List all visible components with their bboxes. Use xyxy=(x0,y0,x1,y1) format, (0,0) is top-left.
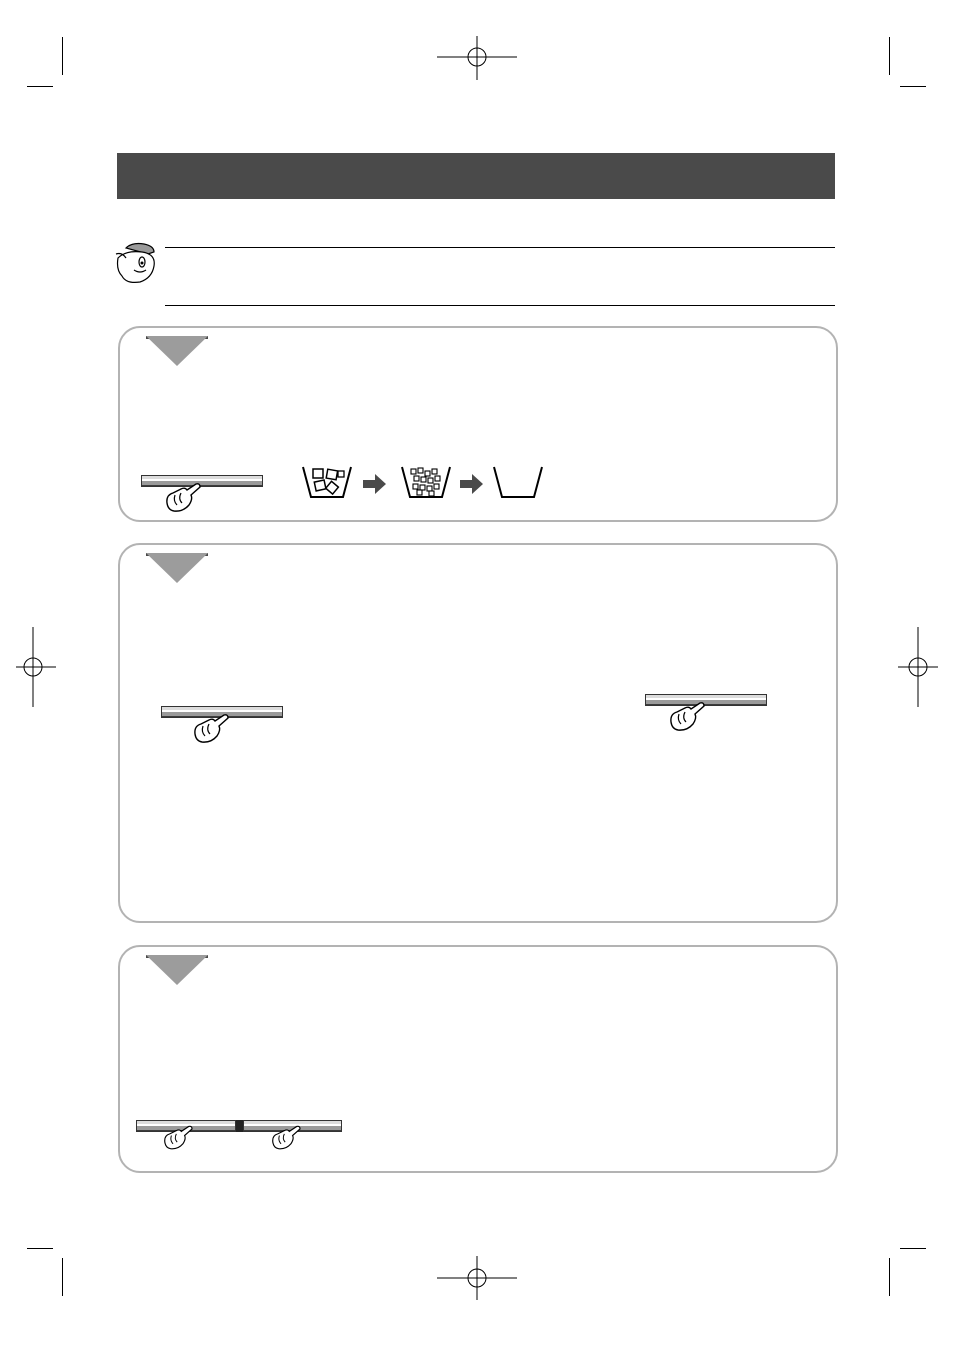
pressing-hand-icon xyxy=(163,481,203,515)
triangle-down-icon xyxy=(146,336,208,366)
pressing-hand-icon xyxy=(191,712,231,746)
pressing-hand-icon xyxy=(266,1124,306,1152)
registration-mark-right xyxy=(898,627,938,707)
section-header-bar xyxy=(117,153,835,199)
pointing-hand-icon xyxy=(112,240,160,286)
registration-mark-top xyxy=(437,36,517,80)
registration-mark-left xyxy=(16,627,56,707)
pressing-hand-icon xyxy=(667,700,707,734)
crushed-ice-bowl-icon xyxy=(400,465,452,499)
triangle-down-icon xyxy=(146,955,208,985)
note-rule-top xyxy=(165,247,835,248)
step-panel-3 xyxy=(118,945,838,1173)
pressing-hand-icon xyxy=(158,1124,198,1152)
ice-cubes-bowl-icon xyxy=(301,465,353,499)
empty-bowl-icon xyxy=(492,465,544,499)
arrow-right-icon xyxy=(363,474,387,494)
arrow-right-icon xyxy=(460,474,484,494)
note-rule-bottom xyxy=(165,305,835,306)
triangle-down-icon xyxy=(146,553,208,583)
registration-mark-bottom xyxy=(437,1256,517,1300)
button-divider xyxy=(236,1120,243,1132)
